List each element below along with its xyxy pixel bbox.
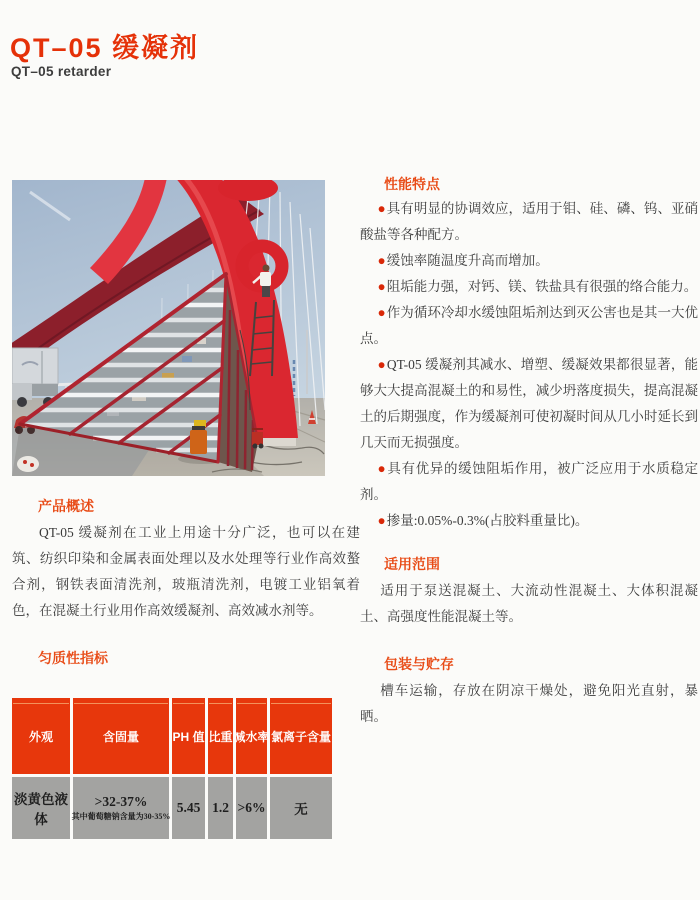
feature-item-text: 具有明显的协调效应，适用于钼、硅、磷、钨、亚硝酸盐等各种配方。 [360,201,699,242]
feature-item [360,274,698,300]
table-header-chloride: 氯离子含量 [270,698,332,774]
application-paragraph: 适用于泵送混凝土、大流动性混凝土、大体积混凝土、高强度性能混凝土等。 [360,583,698,624]
feature-item [360,248,698,274]
feature-item-text: 阻垢能力强，对钙、镁、铁盐具有很强的络合能力。 [386,279,698,294]
spec-table [12,698,331,839]
indicators-heading: 匀质性指标 [38,650,108,666]
feature-item [360,508,698,534]
feature-item-text: 掺量:0.05%-0.3%(占胶料重量比)。 [386,513,589,528]
table-cell-chloride: 无 [270,777,332,839]
feature-item-text: 缓蚀率随温度升高而增加。 [386,253,549,268]
overview-heading: 产品概述 [38,498,94,514]
features-heading: 性能特点 [384,176,440,192]
bullet-icon: ● [377,305,386,320]
overview-paragraph: QT-05 缓凝剂在工业上用途十分广泛，也可以在建筑、纺织印染和金属表面处理以及水处理等行业作高效螯合剂，钢铁表面清洗剂，玻瓶清洗剂，电镀工业铝氧着色，在混凝土行业用作高效缓凝剂、高效减水剂等。 [12,525,360,618]
table-cell-solid-content [73,777,169,839]
bullet-icon: ● [377,279,386,294]
bullet-icon: ● [377,357,386,372]
table-cell-ph: 5.45 [172,777,205,839]
feature-item [360,196,698,248]
table-header-gravity: 比重 [208,698,233,774]
application-heading: 适用范围 [384,556,440,572]
solid-content-note: 其中葡萄糖钠含量为30-35% [71,812,171,821]
bullet-icon: ● [377,253,386,268]
right-column [360,176,698,730]
bullet-icon: ● [377,513,386,528]
packaging-heading: 包装与贮存 [384,656,454,672]
features-list [360,196,698,534]
table-header-solid-content: 含固量 [73,698,169,774]
table-header-appearance: 外观 [12,698,70,774]
product-photo [12,180,325,476]
feature-item-text: 具有优异的缓蚀阻垢作用，被广泛应用于水质稳定剂。 [360,461,699,502]
packaging-paragraph: 槽车运输，存放在阴凉干燥处，避免阳光直射，暴晒。 [360,683,698,724]
page-subtitle: QT–05 retarder [11,64,112,79]
feature-item [360,300,698,352]
feature-item-text: QT-05 缓凝剂其减水、增塑、缓凝效果都很显著，能够大大提高混凝土的和易性，减少坍落度损失，提高混凝土的后期强度，作为缓凝剂可使初凝时间从几小时延长到几天而无损强度。 [360,357,698,450]
table-header-water-reduction: 减水率 [236,698,267,774]
table-cell-water-reduction: >6% [236,777,267,839]
table-cell-appearance: 淡黄色液体 [12,777,70,839]
table-cell-gravity: 1.2 [208,777,233,839]
table-header-ph: PH 值 [172,698,205,774]
feature-item [360,456,698,508]
solid-content-value: >32-37% [94,794,148,809]
page-title: QT–05 缓凝剂 [10,33,200,63]
feature-item [360,352,698,456]
bullet-icon: ● [377,461,387,476]
bullet-icon: ● [377,201,386,216]
left-column [12,180,360,839]
feature-item-text: 作为循环冷却水缓蚀阻垢剂达到灭公害也是其一大优点。 [360,305,699,346]
